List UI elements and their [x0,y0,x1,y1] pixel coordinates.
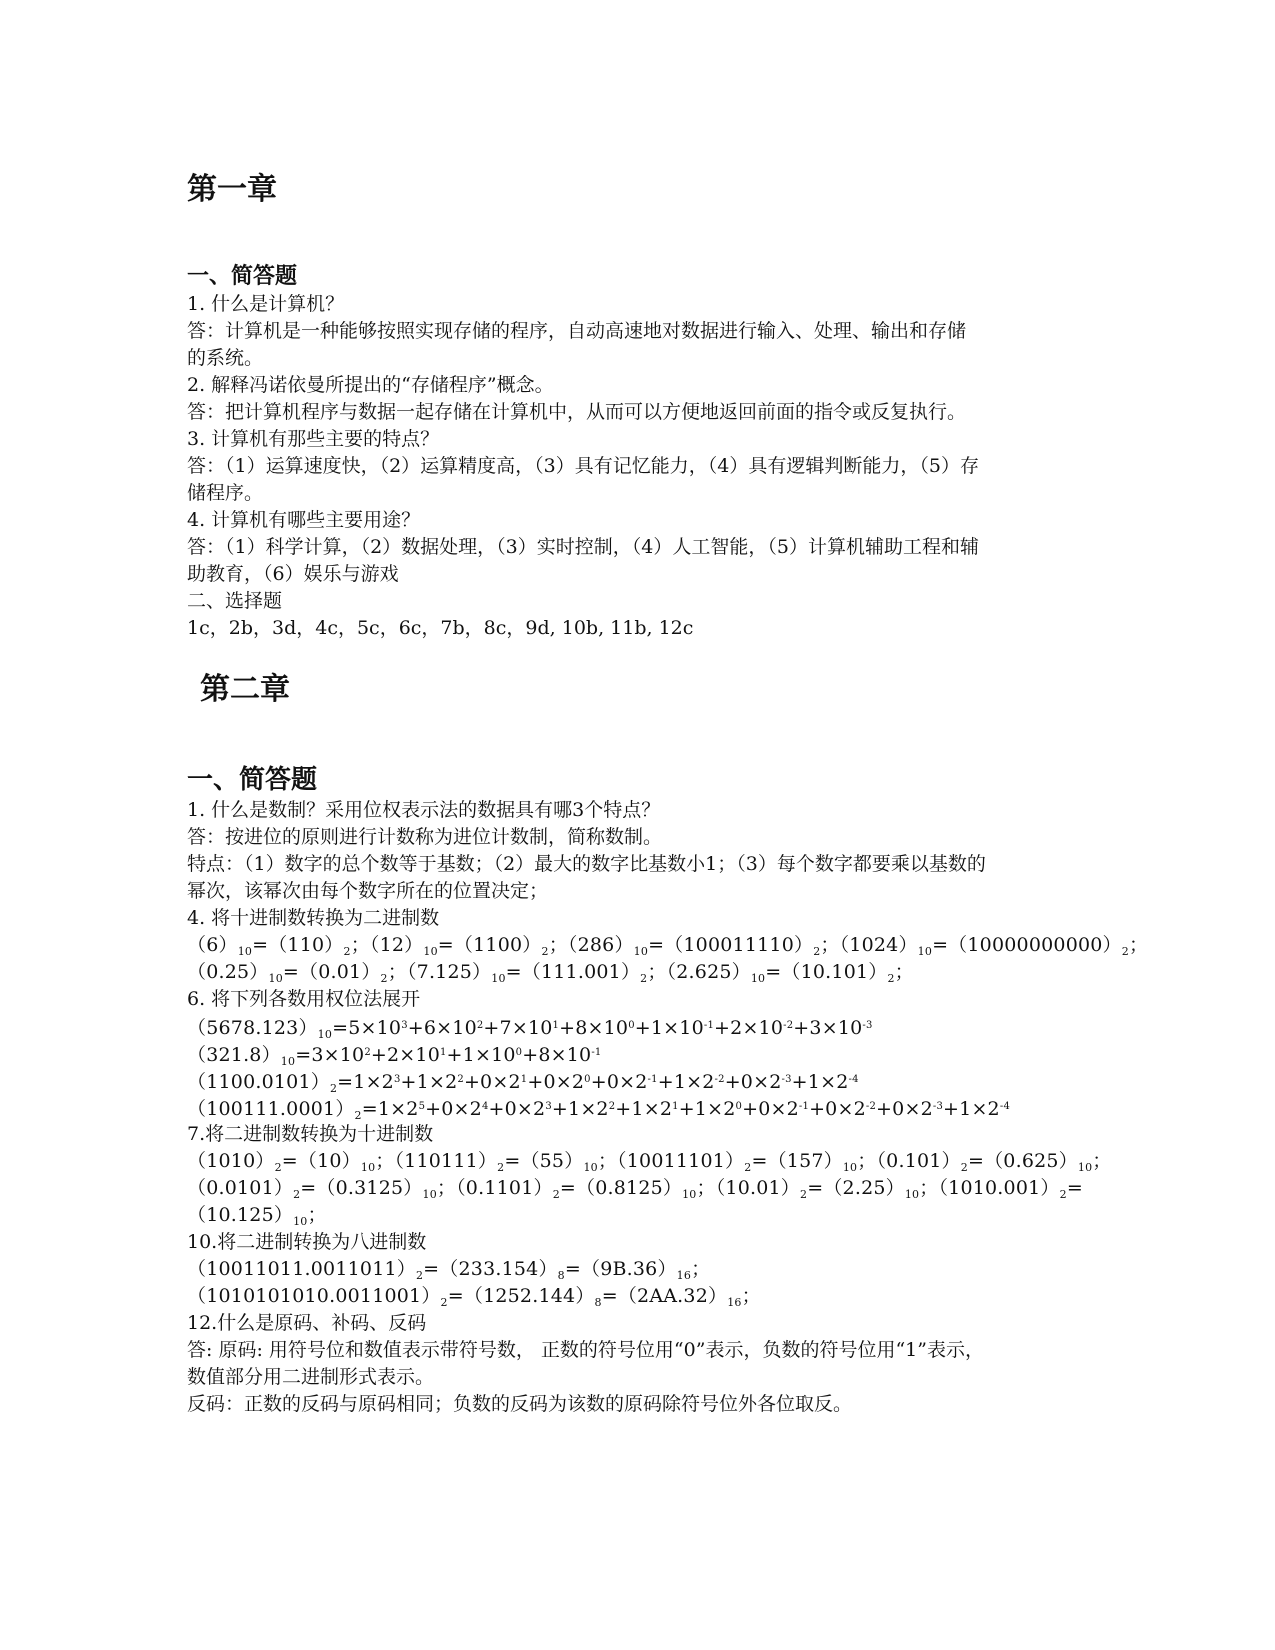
ch2-q6-expansion-row-2: $(321.8)_{10}=3\times 10^2+2\times 10^1+1\times 10^0+8\times 10^{-1}$ [187,1044,602,1068]
chapter-1-section-multiple-choice: 二、选择题 [187,590,283,612]
ch1-answer-1-line-1: 答：计算机是一种能够按照实现存储的程序，自动高速地对数据进行输入、处理、输出和存储 [187,320,967,342]
ch2-features-line-1: 特点：（1）数字的总个数等于基数；（2）最大的数字比基数小1；（3）每个数字都要乘以基数的 [187,853,986,875]
chapter-2-section-short-answer: 一、简答题 [187,765,318,795]
ch2-question-10: 10.将二进制转换为八进制数 [187,1231,427,1253]
ch2-q6-expansion-row-3: $(1100.0101)_2=1\times 2^3+1\times 2^2+0\times 2^1+0\times 2^0+0\times 2^{-1}+1\times 2^{-2}+0\times 2^{-3}+1\times 2^{-4}$ [187,1071,859,1095]
chapter-2-title: 第二章 [200,672,290,707]
ch1-answer-4-line-1: 答：（1）科学计算，（2）数据处理，（3）实时控制，（4）人工智能，（5）计算机辅助工程和辅 [187,536,979,558]
ch1-answer-2: 答：把计算机程序与数据一起存储在计算机中，从而可以方便地返回前面的指令或反复执行。 [187,401,967,423]
ch1-answer-3-line-1: 答：（1）运算速度快，（2）运算精度高，（3）具有记忆能力，（4）具有逻辑判断能力，（5）存 [187,455,979,477]
ch1-choice-answers: 1c，2b，3d，4c，5c，6c，7b，8c，9d, 10b, 11b, 12c [187,617,694,639]
ch2-q7-conversion-row-2: $(0.0101)_2=(0.3125)_{10}$；$(0.1101)_2=(0.8125)_{10}$；$(10.01)_2=(2.25)_{10}$；$(1010.001)_2=$ [187,1177,1083,1201]
ch2-q6-expansion-row-4: $(100111.0001)_2=1\times 2^5+0\times 2^4+0\times 2^3+1\times 2^2+1\times 2^1+1\times 2^0+0\times 2^{-1}+0\times 2^{-2}+0\times 2^{-3}+1\times 2^{-4}$ [187,1098,1011,1122]
ch2-q4-conversion-row-2: $(0.25)_{10}=(0.01)_2$；$(7.125)_{10}=(111.001)_2$；$(2.625)_{10}=(10.101)_2$； [187,961,914,985]
ch2-question-1: 1. 什么是数制？采用位权表示法的数据具有哪3个特点？ [187,799,661,821]
ch2-q6-expansion-row-1: $(5678.123)_{10}=5\times 10^3+6\times 10^2+7\times 10^1+8\times 10^0+1\times 10^{-1}+2\times 10^{-2}+3\times 10^{-3}$ [187,1017,873,1041]
ch1-question-4: 4. 计算机有哪些主要用途？ [187,509,421,531]
ch2-answer-12-line-3: 反码：正数的反码与原码相同；负数的反码为该数的原码除符号位外各位取反。 [187,1393,853,1415]
ch2-features-line-2: 幂次，该幂次由每个数字所在的位置决定； [187,880,549,902]
ch1-question-3: 3. 计算机有那些主要的特点？ [187,428,440,450]
ch1-answer-4-line-2: 助教育，（6）娱乐与游戏 [187,563,399,585]
ch2-question-7: 7.将二进制数转换为十进制数 [187,1123,434,1145]
chapter-1-section-short-answer: 一、简答题 [187,263,298,289]
ch1-question-2: 2. 解释冯诺依曼所提出的“存储程序”概念。 [187,374,554,396]
ch2-answer-1: 答：按进位的原则进行计数称为进位计数制，简称数制。 [187,826,663,848]
ch1-answer-1-line-2: 的系统。 [187,347,264,369]
ch2-answer-12-line-2: 数值部分用二进制形式表示。 [187,1366,435,1388]
ch1-question-1: 1. 什么是计算机？ [187,293,345,315]
chapter-1-title: 第一章 [187,172,277,207]
ch2-answer-12-line-1: 答: 原码: 用符号位和数值表示带符号数， 正数的符号位用“0”表示，负数的符号位用“1”表示， [187,1339,984,1361]
ch2-question-4: 4. 将十进制数转换为二进制数 [187,907,440,929]
ch2-q10-conversion-row-1: $(10011011.0011011)_2=(233.154)_8=(9B.36)_{16}$； [187,1258,711,1282]
ch2-q4-conversion-row-1: $(6)_{10}=(110)_2$；$(12)_{10}=(1100)_2$；$(286)_{10}=(100011110)_2$；$(1024)_{10}=(10000000000)_2$； [187,934,1149,958]
ch2-q10-conversion-row-2: $(1010101010.0011001)_2=(1252.144)_8=(2AA.32)_{16}$； [187,1285,761,1309]
ch2-q7-conversion-row-3: $(10.125)_{10}$； [187,1204,327,1228]
ch1-answer-3-line-2: 储程序。 [187,482,264,504]
ch2-question-6: 6. 将下列各数用权位法展开 [187,988,421,1010]
ch2-q7-conversion-row-1: $(1010)_2=(10)_{10}$；$(110111)_2=(55)_{10}$；$(10011101)_2=(157)_{10}$；$(0.101)_2=(0.625)_{10}$； [187,1150,1112,1174]
ch2-question-12: 12.什么是原码、补码、反码 [187,1312,427,1334]
